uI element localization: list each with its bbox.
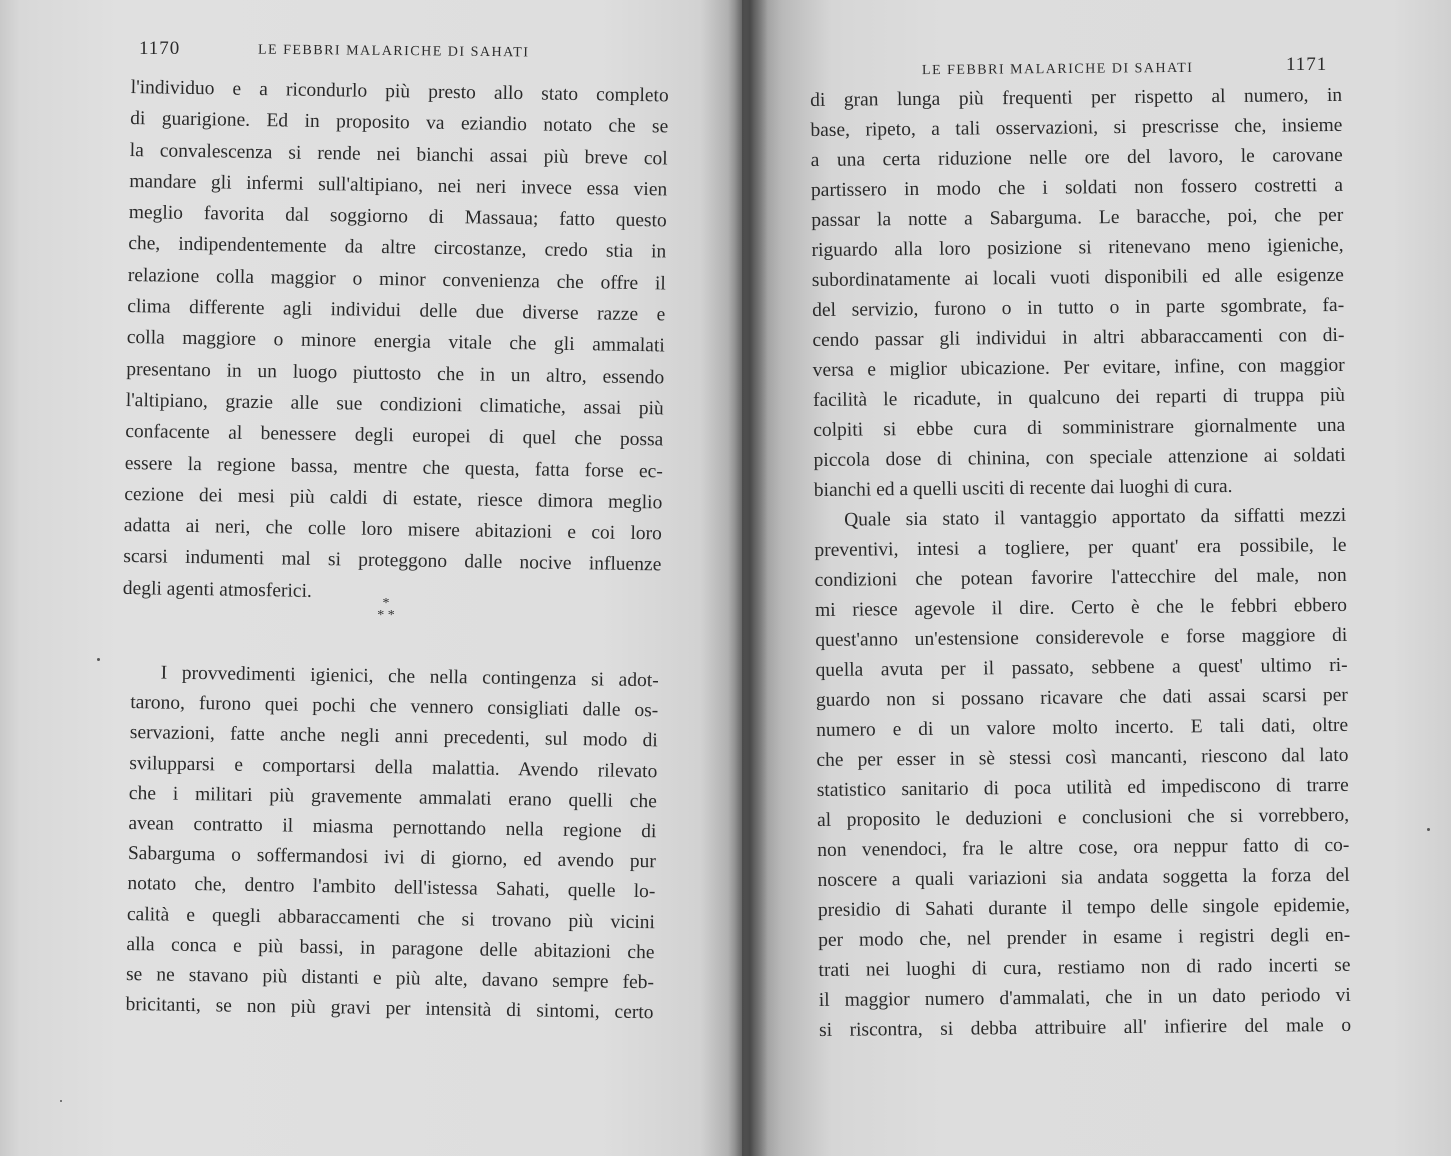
text-line: che per esser in sè stessi così mancanti, riescono dal lato: [816, 744, 1349, 771]
text-line: se ne stavano più distanti e più alte, davano sempre feb-: [125, 963, 655, 994]
text-line: riguardo alla loro posizione si ritenevano meno igieniche,: [811, 234, 1344, 261]
text-line: che, indipendentemente da altre circostanze, credo stia in: [128, 233, 667, 263]
text-line: essere la regione bassa, mentre che questa, fatta forse ec-: [124, 452, 663, 482]
text-line: partissero in modo che i soldati non fossero costretti a: [810, 174, 1344, 201]
text-line: guardo non si possano ricavare che dati assai scarsi per: [815, 684, 1348, 711]
text-line: si riscontra, si debba attribuire all' infierire del male o: [818, 1014, 1352, 1041]
text-line: servazioni, fatte anche negli anni precedenti, sul modo di: [129, 722, 658, 752]
text-line: confacente al benessere degli europei di quel che possa: [125, 421, 664, 451]
right-page-text: [810, 81, 1351, 1046]
text-line: non venendoci, fra le altre cose, ora neppur fatto di co-: [817, 834, 1350, 861]
running-head-right: LE FEBBRI MALARICHE DI SAHATI: [921, 60, 1194, 79]
text-line: presidio di Sahati durante il tempo delle singole epidemie,: [817, 894, 1350, 921]
text-line: tarono, furono quei pochi che vennero consigliati dalle os-: [130, 692, 659, 722]
text-line: alla conca e più bassi, in paragone delle abitazioni che: [126, 933, 655, 963]
paper-speck: [60, 1100, 62, 1102]
text-line: colpiti si ebbe cura di somministrare giornalmente una: [813, 414, 1346, 441]
text-line: avean contratto il miasma pernottando nella regione di: [128, 812, 657, 843]
text-line: adatta ai neri, che colle loro misere abitazioni e coi loro: [123, 515, 662, 545]
text-line: presentano in un luogo piuttosto che in un altro, essendo: [126, 358, 665, 389]
text-line: al proposito le deduzioni e conclusioni che si vorrebbero,: [816, 804, 1350, 831]
text-line: di gran lunga più frequenti per rispetto al numero, in: [810, 84, 1343, 111]
text-line: base, ripeto, a tali osservazioni, si prescrisse che, insieme: [810, 114, 1343, 141]
text-line: versa e miglior ubicazione. Per evitare, infine, con maggior: [812, 354, 1345, 381]
text-line: bricitanti, se non più gravi per intensità di sintomi, certo: [125, 994, 654, 1024]
text-line: quella avuta per il passato, sebbene a quest' ultimo ri-: [815, 654, 1348, 681]
text-line: condizioni che potean favorire l'attecchire del male, non: [814, 564, 1347, 591]
text-line: meglio favorita dal soggiorno di Massaua; fatto questo: [128, 202, 667, 232]
text-line: subordinatamente ai locali vuoti disponibili ed alle esigenze: [811, 264, 1344, 291]
text-line: per modo che, nel prender in esame i registri degli en-: [818, 924, 1351, 951]
text-line: del servizio, furono o in tutto o in parte sgombrate, fa-: [812, 294, 1345, 321]
text-line: clima differente agli individui delle due diverse razze e: [127, 296, 666, 326]
text-line: noscere a quali variazioni sia andata soggetta la forza del: [817, 864, 1350, 891]
page-number-left: 1170: [139, 38, 181, 59]
text-line: I provvedimenti igienici, che nella contingenza si adot-: [160, 662, 659, 692]
paper-speck: [97, 658, 100, 661]
text-line: Sabarguma o soffermandosi ivi di giorno, ed avendo pur: [127, 843, 657, 873]
text-line: piccola dose di chinina, con speciale attenzione ai soldati: [813, 444, 1346, 471]
text-line: svilupparsi e comportarsi della malattia. Avendo rilevato: [129, 752, 658, 782]
text-line: quest'anno un'estensione considerevole e forse maggiore di: [815, 624, 1348, 651]
paper-speck: [1427, 828, 1430, 831]
text-line: relazione colla maggior o minor convenienza che offre il: [127, 264, 666, 295]
text-line: che i militari più gravemente ammalati erano quelli che: [128, 782, 657, 813]
text-line: il maggior numero d'ammalati, che in un dato periodo vi: [818, 984, 1351, 1011]
text-line: trati nei luoghi di cura, restiamo non di rado incerti se: [818, 954, 1351, 981]
text-line: cendo passar gli individui in altri abbaraccamenti con di-: [812, 324, 1345, 351]
text-line: mi riesce agevole il dire. Certo è che le febbri ebbero: [814, 594, 1348, 621]
text-line: statistico sanitario di poca utilità ed impediscono di trarre: [816, 774, 1349, 801]
text-line: bianchi ed a quelli usciti di recente dai luoghi di cura.: [813, 475, 1233, 501]
page-number-right: 1171: [1286, 54, 1328, 75]
text-line: a una certa riduzione nelle ore del lavoro, le carovane: [810, 144, 1343, 171]
text-line: calità e quegli abbaraccamenti che si trovano più vicini: [126, 903, 656, 933]
left-paragraph-1: [123, 72, 669, 612]
text-line: passar la notte a Sabarguma. Le baracche, poi, che per: [811, 204, 1344, 231]
left-paragraph-2: [125, 658, 659, 1028]
text-line: notato che, dentro l'ambito dell'istessa Sahati, quelle lo-: [127, 873, 656, 903]
text-line: l'individuo e a ricondurlo più presto allo stato completo: [130, 76, 669, 107]
text-line: numero e di un valore molto incerto. E tali dati, oltre: [816, 714, 1349, 741]
text-line: Quale sia stato il vantaggio apportato da siffatti mezzi: [844, 504, 1347, 531]
text-line: l'altipiano, grazie alle sue condizioni climatiche, assai più: [125, 389, 664, 420]
text-line: cezione dei mesi più caldi di estate, riesce dimora meglio: [124, 483, 663, 514]
running-head-left: LE FEBBRI MALARICHE DI SAHATI: [257, 42, 530, 61]
text-line: degli agenti atmosferici.: [122, 577, 313, 602]
text-line: la convalescenza si rende nei bianchi assai più breve col: [129, 139, 668, 170]
text-line: preventivi, intesi a togliere, per quant' era possibile, le: [814, 534, 1347, 561]
text-line: mandare gli infermi sull'altipiano, nei neri invece essa vien: [129, 170, 668, 201]
section-separator: * * *: [377, 596, 395, 623]
text-line: facilità le ricadute, in qualcuno dei reparti di truppa più: [812, 384, 1346, 411]
text-line: scarsi indumenti mal si proteggono dalle nocive influenze: [123, 546, 662, 576]
text-line: di guarigione. Ed in proposito va eziandio notato che se: [130, 108, 669, 138]
text-line: colla maggiore o minore energia vitale che gli ammalati: [126, 327, 665, 357]
